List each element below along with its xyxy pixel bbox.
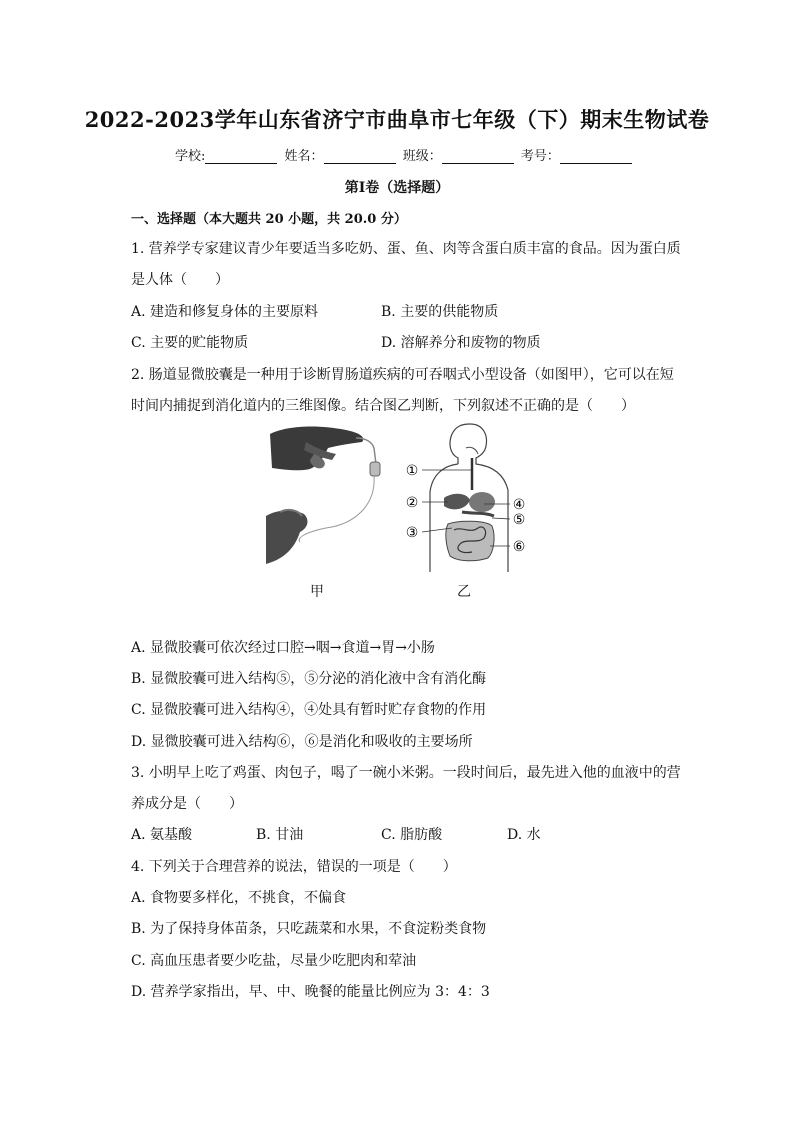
question-1-option-a[interactable]: A. 建造和修复身体的主要原料 — [131, 304, 319, 320]
question-3-option-d[interactable]: D. 水 — [507, 827, 541, 843]
diagram-marker-5: ⑤ — [512, 512, 526, 528]
diagram-marker-1: ① — [405, 463, 419, 479]
part-heading: 一、选择题（本大题共 20 小题，共 20.0 分） — [131, 212, 407, 227]
exam-number-label: 考号： — [520, 149, 560, 164]
question-3-stem-line-1: 3. 小明早上吃了鸡蛋、肉包子，喝了一碗小米粥。一段时间后，最先进入他的血液中的营 — [131, 765, 681, 781]
school-label: 学校: — [175, 149, 206, 164]
question-3-option-a[interactable]: A. 氨基酸 — [131, 827, 193, 843]
question-4-stem: 4. 下列关于合理营养的说法，错误的一项是（ ） — [131, 859, 457, 875]
question-4-option-b[interactable]: B. 为了保持身体苗条，只吃蔬菜和水果，不食淀粉类食物 — [131, 921, 487, 937]
question-3-option-c[interactable]: C. 脂肪酸 — [381, 827, 443, 843]
name-label: 姓名： — [284, 149, 324, 164]
question-1-option-b[interactable]: B. 主要的供能物质 — [381, 304, 499, 320]
school-blank[interactable] — [205, 149, 277, 164]
question-4-option-d[interactable]: D. 营养学家指出，早、中、晚餐的能量比例应为 3：4：3 — [131, 984, 490, 1000]
question-2-option-b[interactable]: B. 显微胶囊可进入结构⑤，⑤分泌的消化液中含有消化酶 — [131, 671, 487, 687]
figure-label-jia: 甲 — [310, 584, 324, 600]
question-2-option-a[interactable]: A. 显微胶囊可依次经过口腔→咽→食道→胃→小肠 — [131, 640, 435, 656]
digestive-system-diagram — [400, 420, 532, 575]
diagram-marker-6: ⑥ — [512, 539, 526, 555]
section-heading: 第I卷（选择题） — [344, 180, 450, 196]
capsule-photo-figure — [266, 424, 386, 572]
question-1-option-d[interactable]: D. 溶解养分和废物的物质 — [381, 335, 541, 351]
question-4-option-a[interactable]: A. 食物要多样化，不挑食，不偏食 — [131, 890, 347, 906]
question-2-option-d[interactable]: D. 显微胶囊可进入结构⑥，⑥是消化和吸收的主要场所 — [131, 734, 473, 750]
diagram-marker-3: ③ — [405, 525, 419, 541]
question-1-stem-line-1: 1. 营养学专家建议青少年要适当多吃奶、蛋、鱼、肉等含蛋白质丰富的食品。因为蛋白质 — [131, 241, 681, 257]
question-2-stem-line-2: 时间内捕捉到消化道内的三维图像。结合图乙判断，下列叙述不正确的是（ ） — [131, 398, 635, 414]
question-4-option-c[interactable]: C. 高血压患者要少吃盐，尽量少吃肥肉和荤油 — [131, 953, 417, 969]
class-label: 班级： — [402, 149, 442, 164]
diagram-marker-2: ② — [405, 495, 419, 511]
question-1-option-c[interactable]: C. 主要的贮能物质 — [131, 335, 249, 351]
figure-label-yi: 乙 — [457, 584, 471, 600]
exam-number-blank[interactable] — [560, 149, 632, 164]
diagram-marker-4: ④ — [512, 497, 526, 513]
name-blank[interactable] — [324, 149, 396, 164]
question-2-stem-line-1: 2. 肠道显微胶囊是一种用于诊断胃肠道疾病的可吞咽式小型设备（如图甲），它可以在短 — [131, 367, 674, 383]
question-3-option-b[interactable]: B. 甘油 — [256, 827, 304, 843]
class-blank[interactable] — [442, 149, 514, 164]
page-title: 2022-2023学年山东省济宁市曲阜市七年级（下）期末生物试卷 — [84, 107, 710, 132]
question-2-option-c[interactable]: C. 显微胶囊可进入结构④，④处具有暂时贮存食物的作用 — [131, 702, 487, 718]
question-1-stem-line-2: 是人体（ ） — [131, 272, 229, 288]
question-3-stem-line-2: 养成分是（ ） — [131, 796, 243, 812]
student-info-row — [175, 145, 635, 164]
